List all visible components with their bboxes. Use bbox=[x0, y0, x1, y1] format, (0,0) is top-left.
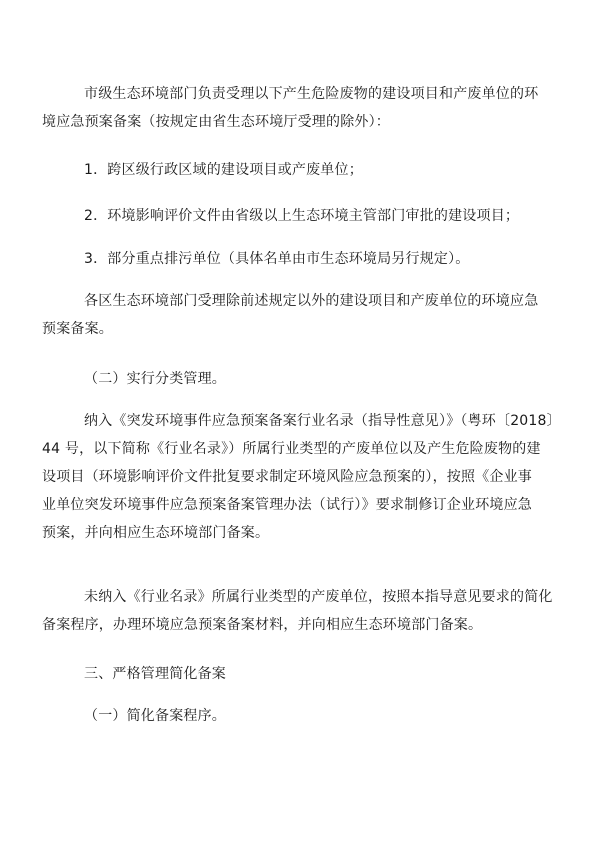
paragraph-line: 1．跨区级行政区域的建设项目或产废单位； bbox=[84, 162, 363, 178]
paragraph-line: 3．部分重点排污单位（具体名单由市生态环境局另行规定）。 bbox=[84, 251, 470, 267]
paragraph-line: 未纳入《行业名录》所属行业类型的产废单位，按照本指导意见要求的简化 bbox=[84, 589, 553, 605]
paragraph-line: 预案备案。 bbox=[42, 321, 113, 337]
paragraph-line: （一）简化备案程序。 bbox=[84, 708, 226, 724]
paragraph-p4 bbox=[84, 245, 470, 273]
paragraph-p8 bbox=[42, 583, 553, 639]
paragraph-line: 三、严格管理简化备案 bbox=[84, 666, 226, 682]
paragraph-p9 bbox=[84, 660, 226, 688]
paragraph-p5 bbox=[42, 287, 539, 343]
paragraph-line: 各区生态环境部门受理除前述规定以外的建设项目和产废单位的环境应急 bbox=[84, 293, 539, 309]
paragraph-p1 bbox=[42, 80, 539, 136]
paragraph-line: 纳入《突发环境事件应急预案备案行业名录（指导性意见）》（粤环〔2018〕 bbox=[84, 413, 561, 429]
paragraph-line: 市级生态环境部门负责受理以下产生危险废物的建设项目和产废单位的环 bbox=[84, 86, 539, 102]
paragraph-line: 备案程序，办理环境应急预案备案材料，并向相应生态环境部门备案。 bbox=[42, 617, 483, 633]
paragraph-p3 bbox=[84, 202, 519, 230]
paragraph-line: 2．环境影响评价文件由省级以上生态环境主管部门审批的建设项目； bbox=[84, 208, 520, 224]
paragraph-line: 44 号，以下简称《行业名录》）所属行业类型的产废单位以及产生危险废物的建 bbox=[42, 441, 541, 457]
paragraph-line: 境应急预案备案（按规定由省生态环境厅受理的除外）： bbox=[42, 114, 390, 130]
paragraph-p2 bbox=[84, 156, 363, 184]
paragraph-p6 bbox=[84, 365, 226, 393]
paragraph-line: 预案，并向相应生态环境部门备案。 bbox=[42, 525, 270, 541]
paragraph-line: （二）实行分类管理。 bbox=[84, 371, 226, 387]
paragraph-line: 业单位突发环境事件应急预案备案管理办法（试行）》要求制修订企业环境应急 bbox=[42, 497, 532, 513]
paragraph-p10 bbox=[84, 702, 226, 730]
paragraph-line: 设项目（环境影响评价文件批复要求制定环境风险应急预案的），按照《企业事 bbox=[42, 469, 532, 485]
paragraph-p7 bbox=[42, 407, 561, 547]
